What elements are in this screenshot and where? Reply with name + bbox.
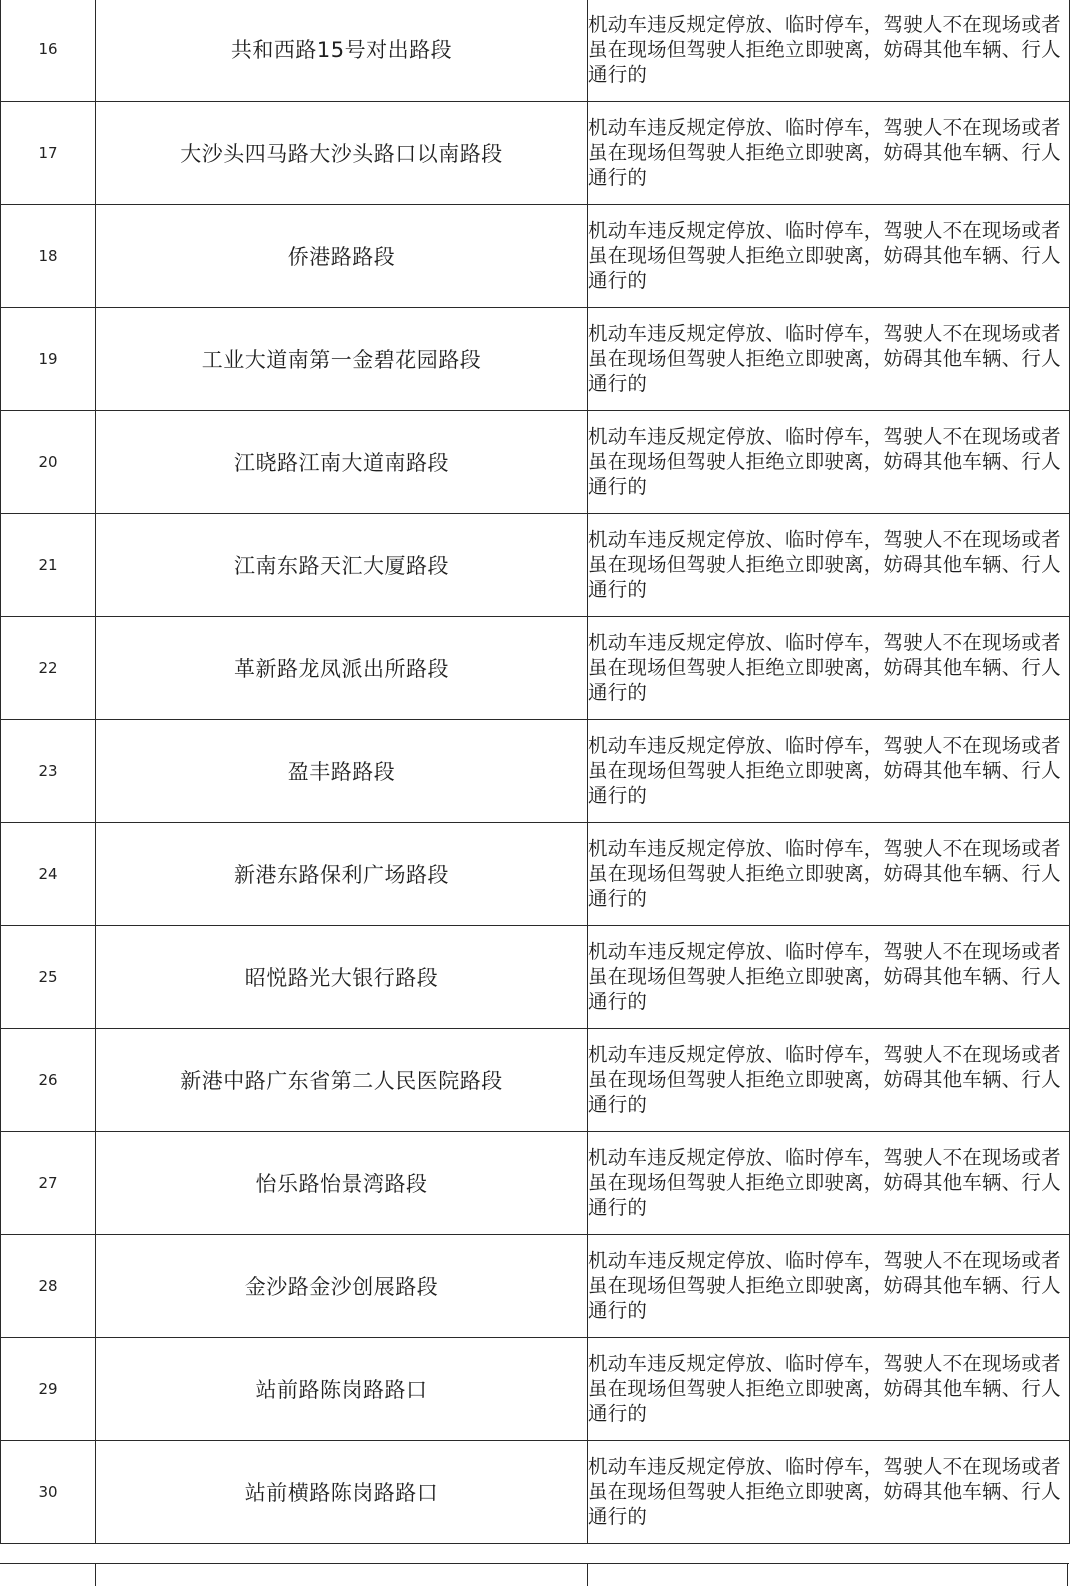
location-cell: 昭悦路光大银行路段 bbox=[96, 925, 588, 1028]
violation-description-cell: 机动车违反规定停放、临时停车，驾驶人不在现场或者虽在现场但驾驶人拒绝立即驶离，妨碍其他车辆、行人通行的 bbox=[588, 1337, 1070, 1440]
table-row bbox=[1, 1028, 1070, 1131]
location-cell: 站前横路陈岗路路口 bbox=[96, 1440, 588, 1543]
row-number-cell: 28 bbox=[1, 1234, 96, 1337]
row-number-cell: 23 bbox=[1, 719, 96, 822]
table-row bbox=[1, 101, 1070, 204]
row-number-cell: 29 bbox=[1, 1337, 96, 1440]
violation-description-cell: 机动车违反规定停放、临时停车，驾驶人不在现场或者虽在现场但驾驶人拒绝立即驶离，妨碍其他车辆、行人通行的 bbox=[588, 0, 1070, 101]
violation-description-cell: 机动车违反规定停放、临时停车，驾驶人不在现场或者虽在现场但驾驶人拒绝立即驶离，妨碍其他车辆、行人通行的 bbox=[588, 1028, 1070, 1131]
column-divider bbox=[95, 1564, 96, 1586]
location-cell: 侨港路路段 bbox=[96, 204, 588, 307]
location-cell: 工业大道南第一金碧花园路段 bbox=[96, 307, 588, 410]
violation-description-cell: 机动车违反规定停放、临时停车，驾驶人不在现场或者虽在现场但驾驶人拒绝立即驶离，妨碍其他车辆、行人通行的 bbox=[588, 1440, 1070, 1543]
violation-description-cell: 机动车违反规定停放、临时停车，驾驶人不在现场或者虽在现场但驾驶人拒绝立即驶离，妨碍其他车辆、行人通行的 bbox=[588, 1131, 1070, 1234]
row-number-cell: 16 bbox=[1, 0, 96, 101]
row-number-cell: 30 bbox=[1, 1440, 96, 1543]
violation-description-cell: 机动车违反规定停放、临时停车，驾驶人不在现场或者虽在现场但驾驶人拒绝立即驶离，妨碍其他车辆、行人通行的 bbox=[588, 616, 1070, 719]
table-row bbox=[1, 410, 1070, 513]
violation-description-cell: 机动车违反规定停放、临时停车，驾驶人不在现场或者虽在现场但驾驶人拒绝立即驶离，妨碍其他车辆、行人通行的 bbox=[588, 204, 1070, 307]
location-cell: 大沙头四马路大沙头路口以南路段 bbox=[96, 101, 588, 204]
location-cell: 江南东路天汇大厦路段 bbox=[96, 513, 588, 616]
violation-description-cell: 机动车违反规定停放、临时停车，驾驶人不在现场或者虽在现场但驾驶人拒绝立即驶离，妨碍其他车辆、行人通行的 bbox=[588, 307, 1070, 410]
table-row bbox=[1, 1337, 1070, 1440]
location-cell: 江晓路江南大道南路段 bbox=[96, 410, 588, 513]
row-number-cell: 27 bbox=[1, 1131, 96, 1234]
location-cell: 怡乐路怡景湾路段 bbox=[96, 1131, 588, 1234]
location-cell: 盈丰路路段 bbox=[96, 719, 588, 822]
location-cell: 站前路陈岗路路口 bbox=[96, 1337, 588, 1440]
violation-description-cell: 机动车违反规定停放、临时停车，驾驶人不在现场或者虽在现场但驾驶人拒绝立即驶离，妨碍其他车辆、行人通行的 bbox=[588, 101, 1070, 204]
table-row bbox=[1, 1440, 1070, 1543]
row-number-cell: 24 bbox=[1, 822, 96, 925]
location-cell: 新港中路广东省第二人民医院路段 bbox=[96, 1028, 588, 1131]
table-row bbox=[1, 204, 1070, 307]
location-cell: 共和西路15号对出路段 bbox=[96, 0, 588, 101]
row-number-cell: 19 bbox=[1, 307, 96, 410]
row-number-cell: 17 bbox=[1, 101, 96, 204]
violation-description-cell: 机动车违反规定停放、临时停车，驾驶人不在现场或者虽在现场但驾驶人拒绝立即驶离，妨碍其他车辆、行人通行的 bbox=[588, 1234, 1070, 1337]
row-number-cell: 26 bbox=[1, 1028, 96, 1131]
table-row bbox=[1, 719, 1070, 822]
violation-description-cell: 机动车违反规定停放、临时停车，驾驶人不在现场或者虽在现场但驾驶人拒绝立即驶离，妨碍其他车辆、行人通行的 bbox=[588, 719, 1070, 822]
column-divider bbox=[587, 1564, 588, 1586]
next-row-top-edge bbox=[0, 1563, 1069, 1585]
table-row bbox=[1, 0, 1070, 101]
row-number-cell: 18 bbox=[1, 204, 96, 307]
location-cell: 新港东路保利广场路段 bbox=[96, 822, 588, 925]
table-row bbox=[1, 1131, 1070, 1234]
violation-description-cell: 机动车违反规定停放、临时停车，驾驶人不在现场或者虽在现场但驾驶人拒绝立即驶离，妨碍其他车辆、行人通行的 bbox=[588, 410, 1070, 513]
violation-description-cell: 机动车违反规定停放、临时停车，驾驶人不在现场或者虽在现场但驾驶人拒绝立即驶离，妨碍其他车辆、行人通行的 bbox=[588, 513, 1070, 616]
table-row bbox=[1, 925, 1070, 1028]
table-row bbox=[1, 513, 1070, 616]
location-cell: 金沙路金沙创展路段 bbox=[96, 1234, 588, 1337]
column-divider bbox=[1067, 1564, 1068, 1586]
violation-description-cell: 机动车违反规定停放、临时停车，驾驶人不在现场或者虽在现场但驾驶人拒绝立即驶离，妨碍其他车辆、行人通行的 bbox=[588, 925, 1070, 1028]
row-number-cell: 20 bbox=[1, 410, 96, 513]
row-number-cell: 21 bbox=[1, 513, 96, 616]
row-number-cell: 25 bbox=[1, 925, 96, 1028]
violation-description-cell: 机动车违反规定停放、临时停车，驾驶人不在现场或者虽在现场但驾驶人拒绝立即驶离，妨碍其他车辆、行人通行的 bbox=[588, 822, 1070, 925]
location-cell: 革新路龙凤派出所路段 bbox=[96, 616, 588, 719]
row-number-cell: 22 bbox=[1, 616, 96, 719]
table-row bbox=[1, 307, 1070, 410]
table-row bbox=[1, 822, 1070, 925]
table-row bbox=[1, 1234, 1070, 1337]
table-body bbox=[1, 0, 1070, 1543]
table-row bbox=[1, 616, 1070, 719]
